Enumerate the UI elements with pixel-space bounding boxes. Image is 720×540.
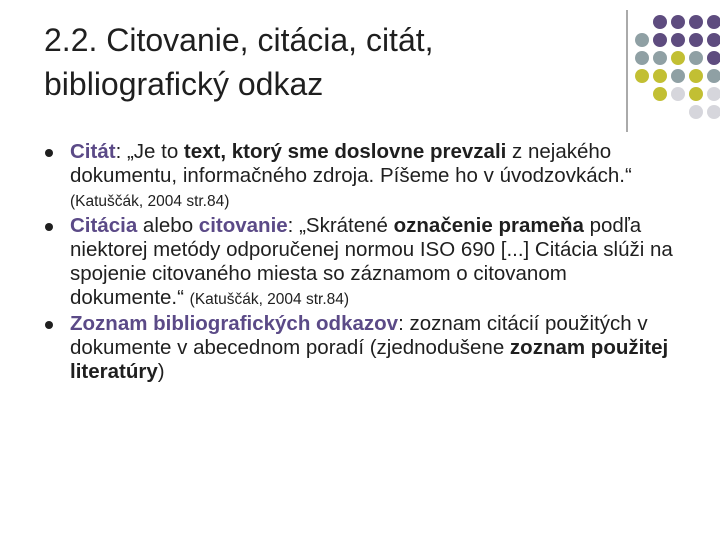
decorative-dot	[707, 69, 720, 83]
decorative-dot	[689, 105, 703, 119]
text: )	[157, 360, 165, 383]
decorative-dot	[653, 87, 667, 101]
decorative-dot	[653, 15, 667, 29]
bold-text: označenie	[393, 214, 493, 237]
term-zoznam: Zoznam bibliografických odkazov	[70, 312, 399, 335]
decorative-dot	[707, 33, 720, 47]
text: podľa niektorej metódy odporučenej normou ISO 690 [...] Citácia slúži na spojenie citovaného miesta so záznamom o citovanom dokumente.“	[70, 214, 673, 309]
text: alebo	[137, 214, 199, 237]
title-line-2: bibliografický odkaz	[44, 66, 324, 102]
bold-text: zoznam použitej literatúry	[70, 336, 669, 383]
decorative-dot	[653, 51, 667, 65]
bullet-item-zoznam	[44, 312, 684, 384]
decorative-dot	[671, 33, 685, 47]
text: : zoznam citácií použitých v dokumente v abecednom poradí (zjednodušene	[70, 312, 648, 359]
term-citat: Citát	[70, 140, 116, 163]
decorative-dot	[671, 15, 685, 29]
decorative-dot	[635, 33, 649, 47]
decorative-dot	[689, 69, 703, 83]
decorative-dot	[635, 69, 649, 83]
decorative-dot	[635, 51, 649, 65]
bold-text: text, ktorý sme doslovne prevzali	[183, 140, 507, 163]
text: : „Je to	[115, 140, 184, 163]
citation-source: (Katuščák, 2004 str.84)	[70, 193, 230, 210]
page-title	[44, 18, 604, 106]
decorative-dot	[707, 87, 720, 101]
bullet-list	[44, 140, 684, 384]
decorative-dot	[653, 33, 667, 47]
term-citovanie: citovanie	[198, 214, 288, 237]
decorative-dot	[707, 51, 720, 65]
bullet-item-citacia	[44, 214, 684, 312]
decorative-dot	[671, 51, 685, 65]
text: : „Skrátené	[287, 214, 394, 237]
text: z nejakého dokumentu, informačného zdroja. Píšeme ho v úvodzovkách.“	[70, 140, 632, 187]
decorative-dot	[689, 15, 703, 29]
decorative-dot	[707, 105, 720, 119]
bold-text: prameňa	[498, 214, 584, 237]
term-citacia: Citácia	[70, 214, 138, 237]
decorative-dot	[689, 87, 703, 101]
decorative-dot	[707, 15, 720, 29]
title-line-1: 2.2. Citovanie, citácia, citát,	[44, 22, 434, 58]
bullet-item-citat	[44, 140, 684, 214]
citation-source: (Katuščák, 2004 str.84)	[189, 291, 350, 308]
decorative-dot	[653, 69, 667, 83]
decorative-dot	[689, 33, 703, 47]
decorative-dot	[671, 87, 685, 101]
decorative-dot	[671, 69, 685, 83]
decorative-dot	[689, 51, 703, 65]
